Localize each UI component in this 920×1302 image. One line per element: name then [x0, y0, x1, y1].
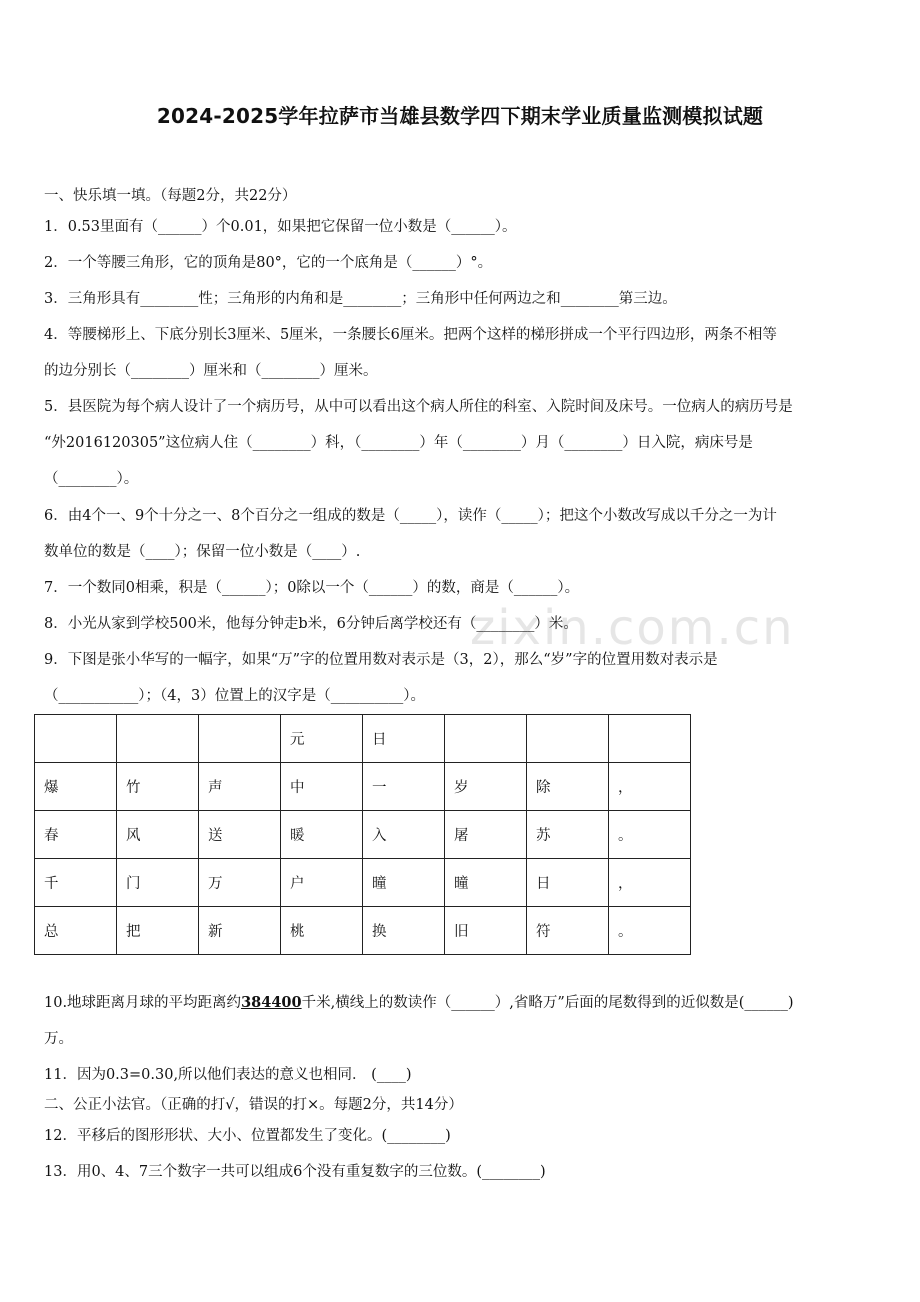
- grid-cell: 日: [527, 859, 609, 907]
- question-9-line-1: 9．下图是张小华写的一幅字，如果“万”字的位置用数对表示是（3，2），那么“岁”字的位置用数对表示是: [44, 652, 718, 668]
- grid-cell: 爆: [35, 763, 117, 811]
- watermark: zixin.com.cn: [470, 600, 795, 656]
- grid-cell: 把: [117, 907, 199, 955]
- grid-cell: 苏: [527, 811, 609, 859]
- grid-cell: 声: [199, 763, 281, 811]
- question-9-line-2: （___________）；（4，3）位置上的汉字是（__________）。: [44, 688, 425, 704]
- grid-cell: [35, 715, 117, 763]
- question-6-line-2: 数单位的数是（____）；保留一位小数是（____）.: [44, 544, 361, 560]
- question-7: 7．一个数同0相乘，积是（______）；0除以一个（______）的数，商是（______）。: [44, 580, 580, 596]
- grid-cell: 符: [527, 907, 609, 955]
- grid-cell: 春: [35, 811, 117, 859]
- grid-cell: 中: [281, 763, 363, 811]
- grid-cell: 曈: [363, 859, 445, 907]
- page-title: 2024-2025学年拉萨市当雄县数学四下期末学业质量监测模拟试题: [156, 104, 764, 128]
- grid-cell: 送: [199, 811, 281, 859]
- question-6-line-1: 6．由4个一、9个十分之一、8个百分之一组成的数是（_____），读作（_____）；把这个小数改写成以千分之一为计: [44, 508, 777, 524]
- grid-row: [35, 907, 691, 955]
- grid-cell: 换: [363, 907, 445, 955]
- grid-cell: 元: [281, 715, 363, 763]
- grid-cell: 入: [363, 811, 445, 859]
- grid-cell: 门: [117, 859, 199, 907]
- grid-cell: 。: [609, 811, 691, 859]
- question-10-prefix: 10.地球距离月球的平均距离约: [44, 995, 242, 1011]
- question-10-suffix: 千米,横线上的数读作（______）,省略万”后面的尾数得到的近似数是(______): [301, 995, 794, 1011]
- grid-cell: 旧: [445, 907, 527, 955]
- grid-cell: 日: [363, 715, 445, 763]
- grid-cell: 岁: [445, 763, 527, 811]
- grid-cell: ，: [609, 763, 691, 811]
- question-5-line-2: “外2016120305”这位病人住（________）科，（________）年（________）月（________）日入院，病床号是: [44, 435, 753, 451]
- grid-cell: 户: [281, 859, 363, 907]
- grid-cell: 风: [117, 811, 199, 859]
- grid-cell: 曈: [445, 859, 527, 907]
- section-2-heading: 二、公正小法官。（正确的打√，错误的打×。每题2分，共14分）: [44, 1097, 463, 1113]
- grid-row: [35, 859, 691, 907]
- grid-cell: 除: [527, 763, 609, 811]
- grid-cell: [445, 715, 527, 763]
- calligraphy-grid: [34, 714, 691, 955]
- question-10-line-1: [44, 993, 880, 1013]
- question-11: 11．因为0.3=0.30,所以他们表达的意义也相同． (____): [44, 1067, 412, 1083]
- question-12: 12．平移后的图形形状、大小、位置都发生了变化。(________): [44, 1128, 451, 1144]
- question-2: 2．一个等腰三角形，它的顶角是80°，它的一个底角是（______）°。: [44, 255, 493, 271]
- grid-row: [35, 715, 691, 763]
- question-13: 13．用0、4、7三个数字一共可以组成6个没有重复数字的三位数。(________): [44, 1164, 546, 1180]
- grid-cell: 竹: [117, 763, 199, 811]
- question-5-line-3: （________）。: [44, 471, 139, 487]
- grid-cell: [609, 715, 691, 763]
- grid-cell: [527, 715, 609, 763]
- grid-cell: 新: [199, 907, 281, 955]
- question-1: 1．0.53里面有（______）个0.01，如果把它保留一位小数是（______）。: [44, 219, 517, 235]
- grid-cell: ，: [609, 859, 691, 907]
- question-10-number: 384400: [241, 994, 302, 1011]
- question-8: 8．小光从家到学校500米，他每分钟走b米，6分钟后离学校还有（________）米。: [44, 616, 578, 632]
- question-4-line-1: 4．等腰梯形上、下底分别长3厘米、5厘米，一条腰长6厘米。把两个这样的梯形拼成一个平行四边形，两条不相等: [44, 327, 777, 343]
- grid-row: [35, 811, 691, 859]
- question-3: 3．三角形具有________性；三角形的内角和是________；三角形中任何两边之和________第三边。: [44, 291, 677, 307]
- question-10-line-2: 万。: [44, 1031, 73, 1047]
- grid-cell: 。: [609, 907, 691, 955]
- grid-cell: 屠: [445, 811, 527, 859]
- grid-row: [35, 763, 691, 811]
- grid-cell: 桃: [281, 907, 363, 955]
- section-1-heading: 一、快乐填一填。（每题2分，共22分）: [44, 188, 297, 204]
- grid-cell: [117, 715, 199, 763]
- grid-cell: 总: [35, 907, 117, 955]
- question-5-line-1: 5．县医院为每个病人设计了一个病历号，从中可以看出这个病人所住的科室、入院时间及床号。一位病人的病历号是: [44, 399, 793, 415]
- grid-cell: 千: [35, 859, 117, 907]
- question-4-line-2: 的边分别长（________）厘米和（________）厘米。: [44, 363, 378, 379]
- grid-cell: 万: [199, 859, 281, 907]
- grid-cell: 一: [363, 763, 445, 811]
- grid-cell: 暖: [281, 811, 363, 859]
- grid-cell: [199, 715, 281, 763]
